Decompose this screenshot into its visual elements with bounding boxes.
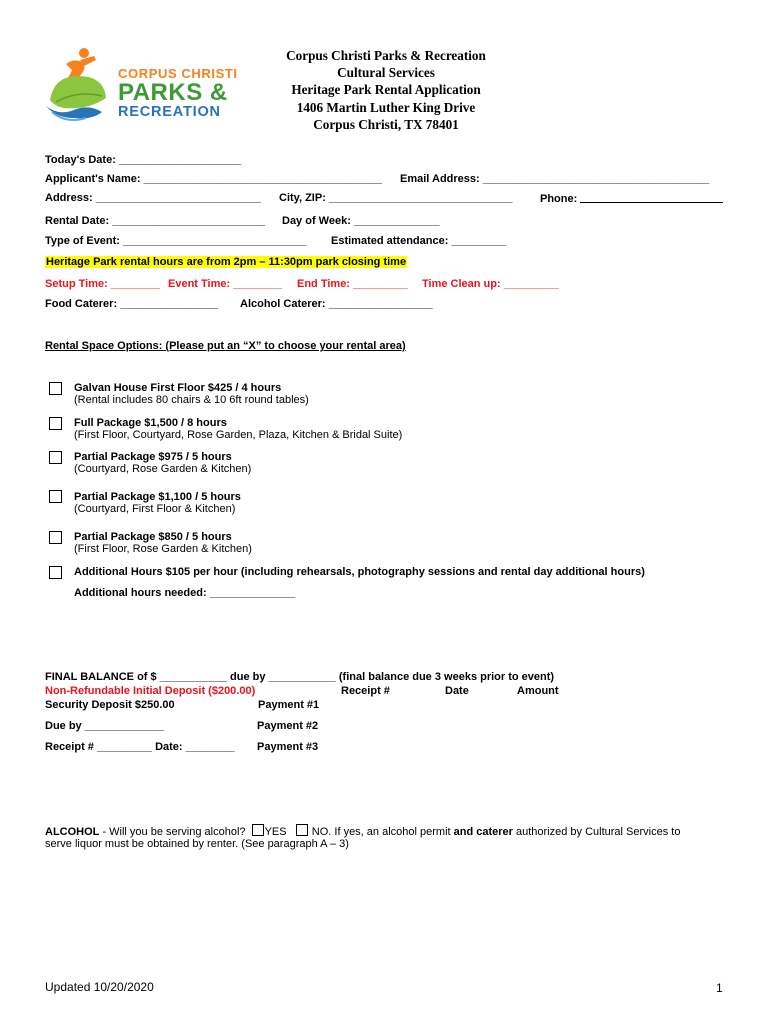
option-additional-hours (74, 566, 645, 578)
option-partial-975-checkbox[interactable] (49, 451, 62, 464)
security-deposit: Security Deposit $250.00 (45, 699, 175, 711)
setup-time-field[interactable]: Setup Time: ________ (45, 278, 160, 290)
option-detail: (Courtyard, Rose Garden & Kitchen) (74, 463, 252, 475)
rental-date-field[interactable]: Rental Date: _________________________ (45, 215, 266, 227)
option-title: Additional Hours $105 per hour (including rehearsals, photography sessions and rental day additional hours) (74, 566, 645, 578)
food-caterer-field[interactable]: Food Caterer: ________________ (45, 298, 219, 310)
alcohol-caterer-field[interactable]: Alcohol Caterer: _________________ (240, 298, 433, 310)
header-line: Heritage Park Rental Application (291, 82, 481, 98)
header-line: 1406 Martin Luther King Drive (296, 99, 476, 115)
option-title: Partial Package $975 / 5 hours (74, 451, 232, 463)
option-detail: (First Floor, Courtyard, Rose Garden, Plaza, Kitchen & Bridal Suite) (74, 429, 403, 441)
amount-column-header: Amount (517, 685, 559, 697)
option-partial-850 (74, 531, 252, 555)
alcohol-no-label: NO. (311, 826, 332, 838)
end-time-field[interactable]: End Time: _________ (297, 278, 409, 290)
time-clean-up-field[interactable]: Time Clean up: _________ (422, 278, 559, 290)
option-detail: (Rental includes 80 chairs & 10 6ft round tables) (74, 394, 309, 406)
option-detail: (First Floor, Rose Garden & Kitchen) (74, 543, 252, 555)
logo-text-line1: CORPUS CHRISTI (118, 66, 238, 81)
rental-hours-highlight: Heritage Park rental hours are from 2pm – 11:30pm park closing time (46, 256, 407, 268)
due-by-field[interactable]: Due by _____________ (45, 720, 165, 732)
alcohol-text-2: authorized by Cultural Services to (512, 826, 681, 838)
header-line: Corpus Christi Parks & Recreation (286, 48, 486, 63)
receipt-date-field[interactable]: Receipt # _________ Date: ________ (45, 741, 235, 753)
document-header (254, 47, 518, 133)
alcohol-yes-checkbox[interactable] (252, 824, 264, 836)
option-full-package-checkbox[interactable] (49, 417, 62, 430)
additional-hours-needed-field[interactable]: Additional hours needed: ______________ (74, 587, 296, 599)
header-line: Cultural Services (337, 65, 435, 81)
option-partial-1100-checkbox[interactable] (49, 490, 62, 503)
email-field[interactable]: Email Address: _____________________________________ (400, 173, 710, 185)
page-number: 1 (716, 981, 723, 995)
option-partial-850-checkbox[interactable] (49, 531, 62, 544)
type-of-event-field[interactable]: Type of Event: ______________________________ (45, 235, 307, 247)
alcohol-text-1: If yes, an alcohol permit (331, 826, 454, 838)
alcohol-question (45, 824, 680, 838)
option-full-package (74, 417, 402, 441)
logo-figure-head (79, 48, 89, 58)
option-detail: (Courtyard, First Floor & Kitchen) (74, 503, 236, 515)
payment-3-label: Payment #3 (257, 741, 319, 753)
alcohol-label: ALCOHOL (45, 826, 100, 838)
final-balance-line[interactable]: FINAL BALANCE of $ ___________ due by ___________ (final balance due 3 weeks prior to event) (45, 671, 555, 683)
alcohol-question-text: - Will you be serving alcohol? (99, 826, 249, 838)
logo-text-line2: PARKS & (118, 79, 228, 106)
rental-hours-notice (45, 256, 407, 268)
phone-field[interactable] (540, 192, 723, 205)
option-additional-hours-checkbox[interactable] (49, 566, 62, 579)
date-column-header: Date (445, 685, 469, 697)
logo-leaf (50, 76, 106, 108)
alcohol-line-2: serve liquor must be obtained by renter. (See paragraph A – 3) (45, 838, 349, 850)
city-zip-field[interactable]: City, ZIP: ______________________________ (279, 192, 513, 204)
todays-date-field[interactable]: Today's Date: ____________________ (45, 154, 242, 166)
logo-graphic (44, 46, 260, 124)
option-partial-975 (74, 451, 251, 475)
option-galvan-checkbox[interactable] (49, 382, 62, 395)
option-partial-1100 (74, 491, 241, 515)
logo-text-line3: RECREATION (118, 104, 221, 120)
phone-label: Phone: (540, 193, 578, 205)
applicant-name-field[interactable]: Applicant's Name: _______________________________________ (45, 173, 383, 185)
alcohol-no-checkbox[interactable] (296, 824, 308, 836)
payment-1-label: Payment #1 (258, 699, 320, 711)
rental-options-heading: Rental Space Options: (Please put an “X” to choose your rental area) (45, 340, 406, 352)
parks-recreation-logo (44, 46, 260, 124)
alcohol-yes-label: YES (264, 826, 287, 838)
address-field[interactable]: Address: ___________________________ (45, 192, 261, 204)
option-title: Partial Package $1,100 / 5 hours (74, 491, 241, 503)
estimated-attendance-field[interactable]: Estimated attendance: _________ (331, 235, 507, 247)
option-title: Partial Package $850 / 5 hours (74, 531, 232, 543)
non-refundable-deposit: Non-Refundable Initial Deposit ($200.00) (45, 685, 256, 697)
alcohol-bold-text: and caterer (453, 826, 513, 838)
event-time-field[interactable]: Event Time: ________ (168, 278, 283, 290)
payment-2-label: Payment #2 (257, 720, 319, 732)
updated-date: Updated 10/20/2020 (45, 980, 154, 994)
option-galvan (74, 382, 309, 406)
receipt-column-header: Receipt # (341, 685, 390, 697)
day-of-week-field[interactable]: Day of Week: ______________ (282, 215, 440, 227)
header-line: Corpus Christi, TX 78401 (313, 116, 459, 132)
phone-line[interactable] (580, 192, 723, 203)
option-title: Galvan House First Floor $425 / 4 hours (74, 382, 282, 394)
option-title: Full Package $1,500 / 8 hours (74, 417, 227, 429)
